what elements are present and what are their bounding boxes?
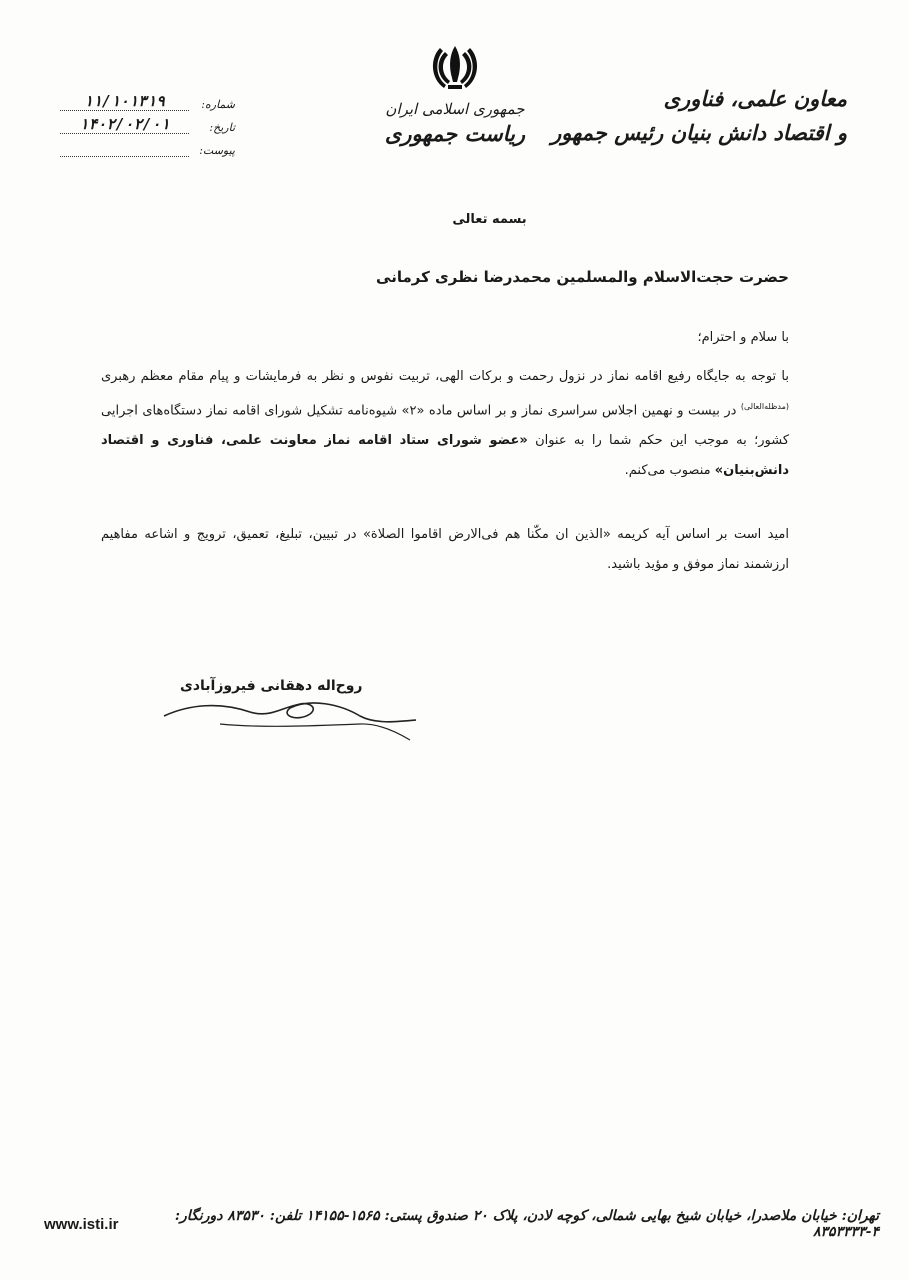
p1-honorific: (مدظله‌العالی) — [740, 402, 789, 411]
issuer-line-2: و اقتصاد دانش بنیان رئیس جمهور — [551, 120, 847, 145]
bismillah: بسمه تعالی — [452, 212, 527, 227]
number-value: ۱۱/۱۰۱۳۱۹ — [60, 92, 189, 111]
signatory-name: روح‌اله دهقانی فیروزآبادی — [180, 678, 363, 694]
iran-emblem-icon — [428, 42, 482, 92]
country-name: جمهوری اسلامی ایران — [385, 100, 525, 118]
issuer-line-1: معاون علمی، فناوری — [663, 86, 847, 111]
handwritten-signature — [160, 694, 420, 744]
date-label: تاریخ: — [209, 121, 235, 134]
issuer-block — [551, 82, 847, 150]
letter-meta — [60, 88, 235, 157]
attachment-value — [60, 138, 189, 157]
meta-number — [60, 88, 235, 111]
p1-title: «عضو شورای ستاد اقامه نماز معاونت علمی، فناوری و اقتصاد دانش‌بنیان» — [101, 433, 789, 479]
greeting: با سلام و احترام؛ — [697, 330, 789, 345]
office-name: ریاست جمهوری — [384, 121, 526, 146]
emblem-block — [370, 42, 540, 148]
letter-footer — [44, 1208, 879, 1240]
attachment-label: پیوست: — [199, 144, 235, 157]
p1-part-c: منصوب می‌کنم. — [624, 463, 711, 479]
body-paragraph-2: امید است بر اساس آیه کریمه «الذین ان مکّنا هم فی‌الارض اقاموا الصلاة» در تبیین، تبلیغ، تعمیق، ترویج و اشاعه مفاهیم ارزشمند نماز موفق و مؤید باشید. — [101, 527, 789, 572]
p1-part-a: با توجه به جایگاه رفیع اقامه نماز در نزول رحمت و برکات الهی، تربیت نفوس و نظر به فرمایشات و پیام مقام معظم رهبری — [101, 369, 789, 384]
addressee: حضرت حجت‌الاسلام والمسلمین محمدرضا نظری کرمانی — [376, 268, 789, 286]
p1-part-b: در بیست و نهمین اجلاس سراسری نماز و بر اساس ماده «۲» شیوه‌نامه تشکیل شورای اقامه نماز دستگاه‌های اجرایی کشور؛ به موجب این حکم شما را به عنوان — [101, 403, 790, 449]
meta-attachment — [60, 134, 235, 157]
body-paragraph-1 — [101, 362, 789, 486]
footer-website: www.isti.ir — [44, 1215, 119, 1233]
date-value: ۱۴۰۲/۰۲/۰۱ — [60, 115, 189, 134]
number-label: شماره: — [201, 98, 235, 111]
footer-address: تهران: خیابان ملاصدرا، خیابان شیخ بهایی شمالی، کوچه لادن، پلاک ۲۰ صندوق پستی: ۱۵۶۵-۱۴۱۵۵ تلفن: ۸۳۵۳۰ دورنگار: ۴-۸۳۵۳۳۳۳ — [174, 1208, 879, 1240]
meta-date — [60, 111, 235, 134]
